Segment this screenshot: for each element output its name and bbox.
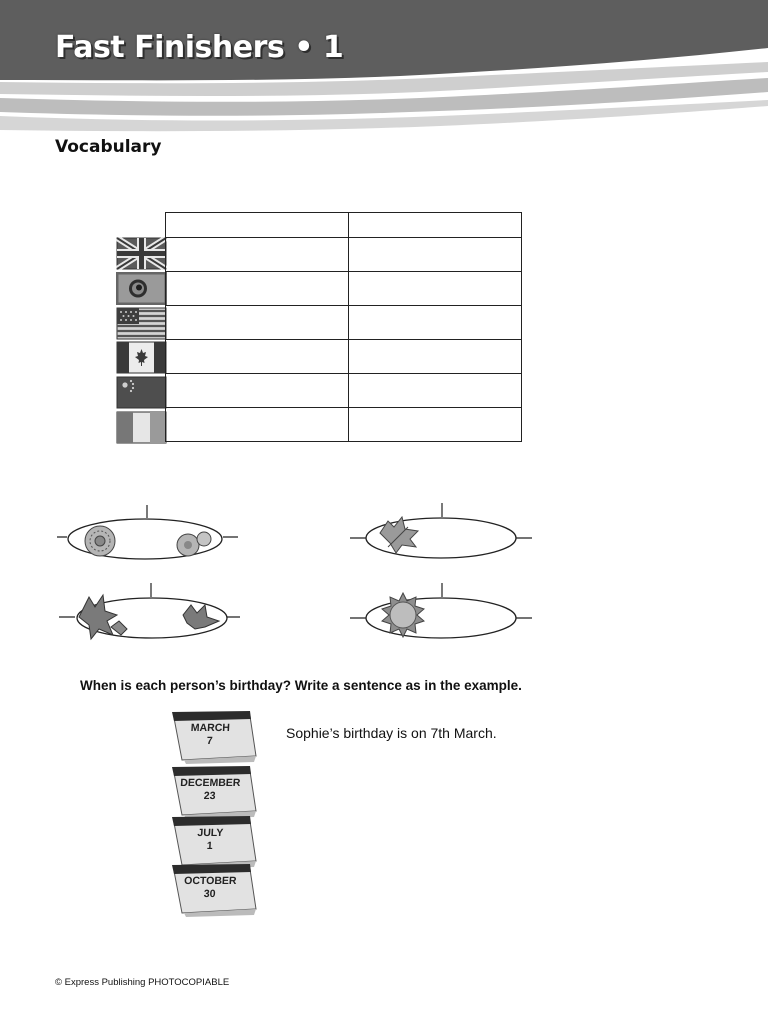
calendar-page bbox=[170, 863, 258, 919]
nationality-answer-cell[interactable] bbox=[349, 238, 522, 272]
nationality-header-cell bbox=[349, 213, 522, 238]
example-sentence: Sophie’s birthday is on 7th March. bbox=[286, 725, 497, 741]
calendar-date bbox=[173, 875, 246, 901]
countries-table bbox=[165, 212, 522, 442]
country-answer-cell[interactable] bbox=[166, 272, 349, 306]
table-header-row bbox=[166, 213, 522, 238]
country-answer-cell[interactable] bbox=[166, 306, 349, 340]
country-answer-cell[interactable] bbox=[166, 238, 349, 272]
usa-flag-icon bbox=[116, 307, 167, 340]
calendar-page bbox=[170, 710, 258, 766]
calendar-date bbox=[173, 827, 246, 853]
calendar-day: 30 bbox=[203, 888, 216, 900]
table-row bbox=[166, 374, 522, 408]
country-answer-cell[interactable] bbox=[166, 374, 349, 408]
calendar-date bbox=[173, 777, 246, 803]
header-wave-graphic bbox=[0, 0, 768, 135]
table-row bbox=[166, 306, 522, 340]
nationality-answer-cell[interactable] bbox=[349, 272, 522, 306]
nationality-answer-cell[interactable] bbox=[349, 340, 522, 374]
nationality-answer-cell[interactable] bbox=[349, 408, 522, 442]
exercise-instruction: When is each person’s birthday? Write a sentence as in the example. bbox=[80, 678, 522, 693]
canada-flag-icon bbox=[116, 341, 167, 374]
calendar-day: 1 bbox=[206, 840, 213, 852]
calendar-month: OCTOBER bbox=[183, 875, 237, 887]
calendar-month: MARCH bbox=[190, 722, 231, 734]
japan-flag-icon bbox=[116, 272, 167, 305]
table-row bbox=[166, 238, 522, 272]
country-header-cell bbox=[166, 213, 349, 238]
country-answer-cell[interactable] bbox=[166, 408, 349, 442]
table-row bbox=[166, 272, 522, 306]
nationality-answer-cell[interactable] bbox=[349, 306, 522, 340]
page-title: Fast Finishers • 1 bbox=[55, 30, 344, 65]
header-banner bbox=[0, 0, 768, 135]
italy-flag-icon bbox=[116, 411, 167, 444]
calendar-day: 23 bbox=[203, 790, 216, 802]
country-answer-cell[interactable] bbox=[166, 340, 349, 374]
table-row bbox=[166, 340, 522, 374]
uk-flag-icon bbox=[116, 237, 167, 270]
table-row bbox=[166, 408, 522, 442]
copyright-footer: © Express Publishing PHOTOCOPIABLE bbox=[55, 977, 230, 988]
calendar-day: 7 bbox=[206, 735, 213, 747]
calendar-date bbox=[173, 722, 246, 748]
calendar-month: DECEMBER bbox=[180, 777, 241, 789]
season-map-spring bbox=[55, 503, 240, 565]
nationality-answer-cell[interactable] bbox=[349, 374, 522, 408]
calendar-month: JULY bbox=[197, 827, 224, 839]
section-title: Vocabulary bbox=[55, 137, 162, 157]
season-map-summer-sun bbox=[350, 583, 535, 645]
calendar-page bbox=[170, 765, 258, 821]
season-map-summer-leaf bbox=[350, 503, 535, 565]
china-flag-icon bbox=[116, 376, 167, 409]
season-map-autumn bbox=[55, 583, 240, 645]
